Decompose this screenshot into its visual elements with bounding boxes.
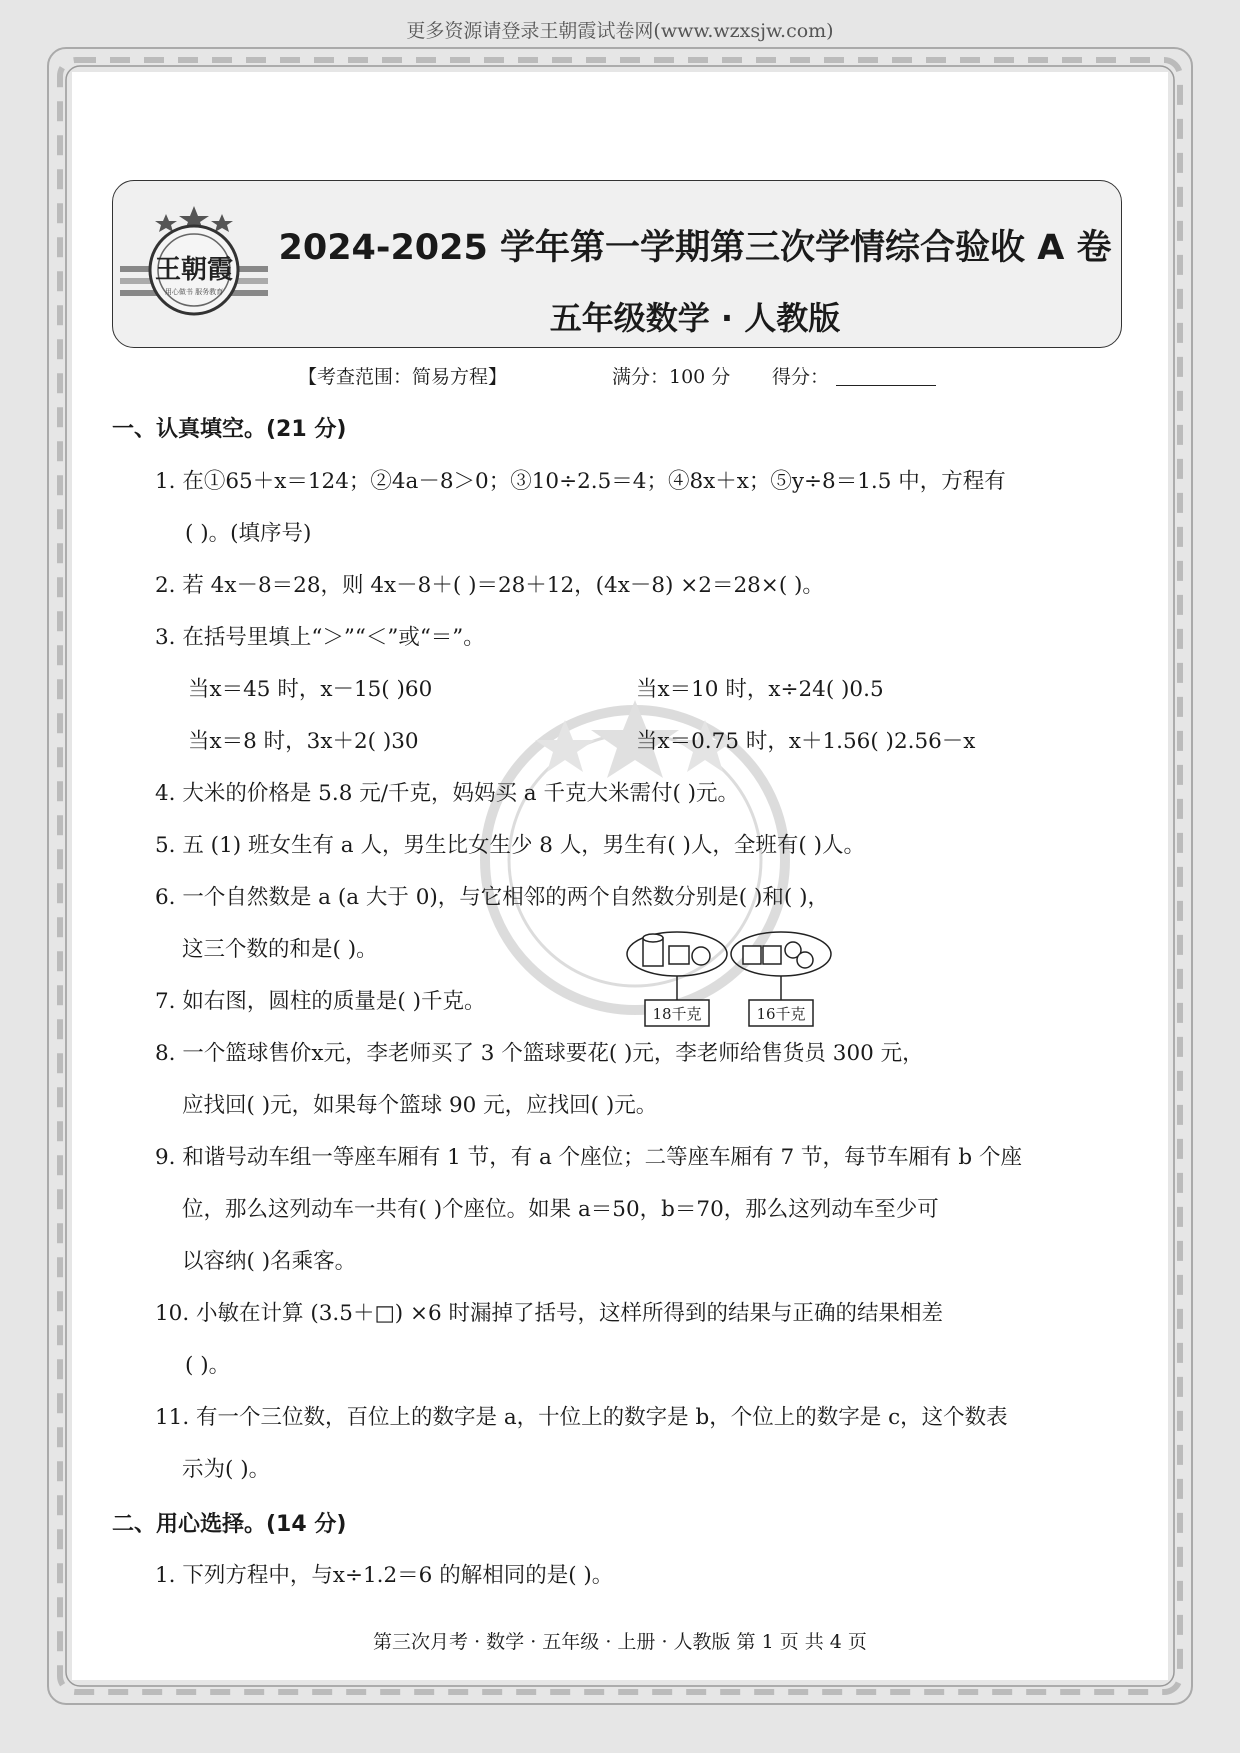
question-9-cont[interactable]: 位，那么这列动车一共有( )个座位。如果 a＝50，b＝70，那么这列动车至少可 xyxy=(182,1197,939,1222)
section-heading-fill-blank: 一、认真填空。(21 分) xyxy=(112,417,347,442)
svg-text:用心做书 服务教育: 用心做书 服务教育 xyxy=(164,288,224,296)
question-9-cont2[interactable]: 以容纳( )名乘客。 xyxy=(182,1249,357,1274)
exam-subtitle: 五年级数学 · 人教版 xyxy=(549,299,841,337)
question-1: 1. 在①65＋x＝124；②4a－8＞0；③10÷2.5＝4；④8x＋x；⑤y÷8＝1.5 中，方程有 xyxy=(155,469,1006,494)
question-5[interactable]: 5. 五 (1) 班女生有 a 人，男生比女生少 8 人，男生有( )人，全班有( )人。 xyxy=(155,833,866,858)
question-8[interactable]: 8. 一个篮球售价x元，李老师买了 3 个篮球要花( )元，李老师给售货员 300 元， xyxy=(155,1041,924,1066)
question-7[interactable]: 7. 如右图，圆柱的质量是( )千克。 xyxy=(155,989,486,1014)
question-11-cont[interactable]: 示为( )。 xyxy=(182,1457,271,1482)
left-weight-label: 18千克 xyxy=(652,1005,702,1023)
question-11: 11. 有一个三位数，百位上的数字是 a，十位上的数字是 b，个位上的数字是 c，这个数表 xyxy=(155,1405,1008,1430)
full-score: 满分：100 分 xyxy=(612,366,731,388)
question-6[interactable]: 6. 一个自然数是 a (a 大于 0)，与它相邻的两个自然数分别是( )和( )， xyxy=(155,885,829,910)
right-weight-label: 16千克 xyxy=(756,1005,806,1023)
question-3b[interactable]: 当x＝10 时，x÷24( )0.5 xyxy=(636,677,884,702)
question-9: 9. 和谐号动车组一等座车厢有 1 节，有 a 个座位；二等座车厢有 7 节，每节车厢有 b 个座 xyxy=(155,1145,1022,1170)
score-blank[interactable] xyxy=(836,385,936,386)
question-4[interactable]: 4. 大米的价格是 5.8 元/千克，妈妈买 a 千克大米需付( )元。 xyxy=(155,781,740,806)
section-heading-choice: 二、用心选择。(14 分) xyxy=(112,1512,347,1537)
question-6-cont[interactable]: 这三个数的和是( )。 xyxy=(182,937,378,962)
svg-text:王朝霞: 王朝霞 xyxy=(154,255,234,285)
resource-note: 更多资源请登录王朝霞试卷网(www.wzxsjw.com) xyxy=(406,20,834,42)
question-10: 10. 小敏在计算 (3.5＋□) ×6 时漏掉了括号，这样所得到的结果与正确的结果相差 xyxy=(155,1301,944,1326)
exam-scope: 【考查范围：简易方程】 xyxy=(298,366,508,388)
question-3d[interactable]: 当x＝0.75 时，x＋1.56( )2.56－x xyxy=(636,729,976,754)
exam-title: 2024-2025 学年第一学期第三次学情综合验收 A 卷 xyxy=(278,228,1112,268)
question-2[interactable]: 2. 若 4x－8＝28，则 4x－8＋( )＝28＋12，(4x－8) ×2＝28×( )。 xyxy=(155,573,824,598)
cylinder-icon xyxy=(643,934,663,966)
question-3c[interactable]: 当x＝8 时，3x＋2( )30 xyxy=(188,729,419,754)
question-3: 3. 在括号里填上“＞”“＜”或“＝”。 xyxy=(155,625,485,650)
balance-figure xyxy=(625,930,835,1030)
question-8-cont[interactable]: 应找回( )元，如果每个篮球 90 元，应找回( )元。 xyxy=(182,1093,658,1118)
page-footer: 第三次月考 · 数学 · 五年级 · 上册 · 人教版 第 1 页 共 4 页 xyxy=(373,1631,867,1653)
choice-question-1[interactable]: 1. 下列方程中，与x÷1.2＝6 的解相同的是( )。 xyxy=(155,1563,614,1588)
question-10-answer-blank[interactable]: ( )。 xyxy=(185,1353,231,1378)
wangzhaoxia-logo xyxy=(120,204,268,328)
question-3a[interactable]: 当x＝45 时，x－15( )60 xyxy=(188,677,433,702)
question-1-answer-blank[interactable]: ( )。(填序号) xyxy=(185,521,312,546)
score-label: 得分： xyxy=(772,366,830,388)
